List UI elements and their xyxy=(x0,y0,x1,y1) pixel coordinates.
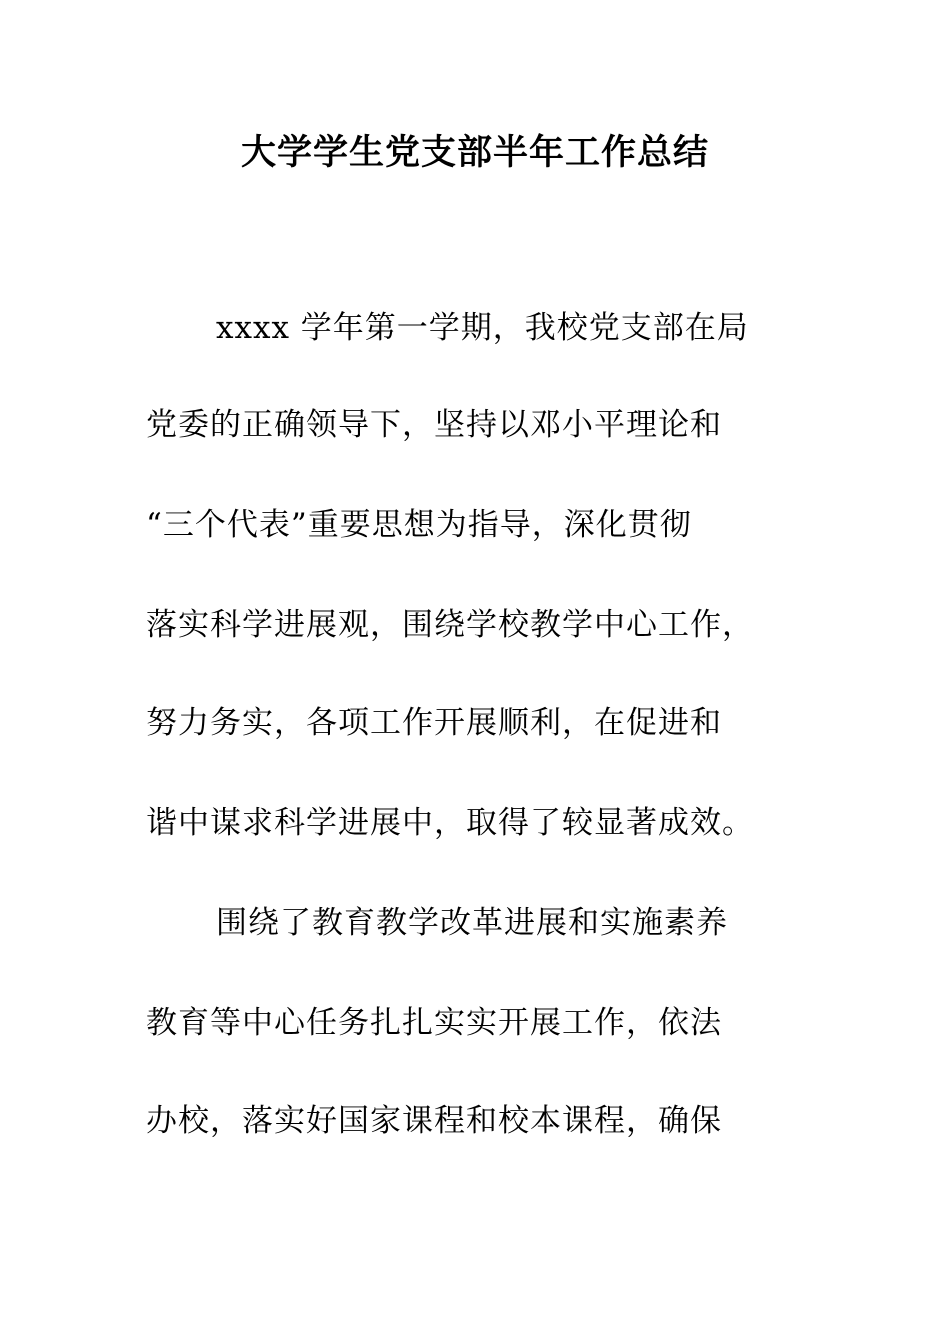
document-title: 大学学生党支部半年工作总结 xyxy=(240,133,709,173)
paragraph-line: 党委的正确领导下，坚持以邓小平理论和 xyxy=(146,407,722,443)
paragraph-line: 教育等中心任务扎扎实实开展工作，依法 xyxy=(146,1005,722,1041)
paragraph-line: “三个代表”重要思想为指导，深化贯彻 xyxy=(146,507,692,543)
paragraph-line: xxxx 学年第一学期，我校党支部在局 xyxy=(216,310,749,346)
paragraph-line: 谐中谋求科学进展中，取得了较显著成效。 xyxy=(146,805,754,841)
paragraph-line: 围绕了教育教学改革进展和实施素养 xyxy=(216,905,728,941)
paragraph-line: 办校，落实好国家课程和校本课程，确保 xyxy=(146,1103,722,1139)
paragraph-line: 落实科学进展观，围绕学校教学中心工作， xyxy=(146,607,754,643)
paragraph-line: 努力务实，各项工作开展顺利，在促进和 xyxy=(146,705,722,741)
